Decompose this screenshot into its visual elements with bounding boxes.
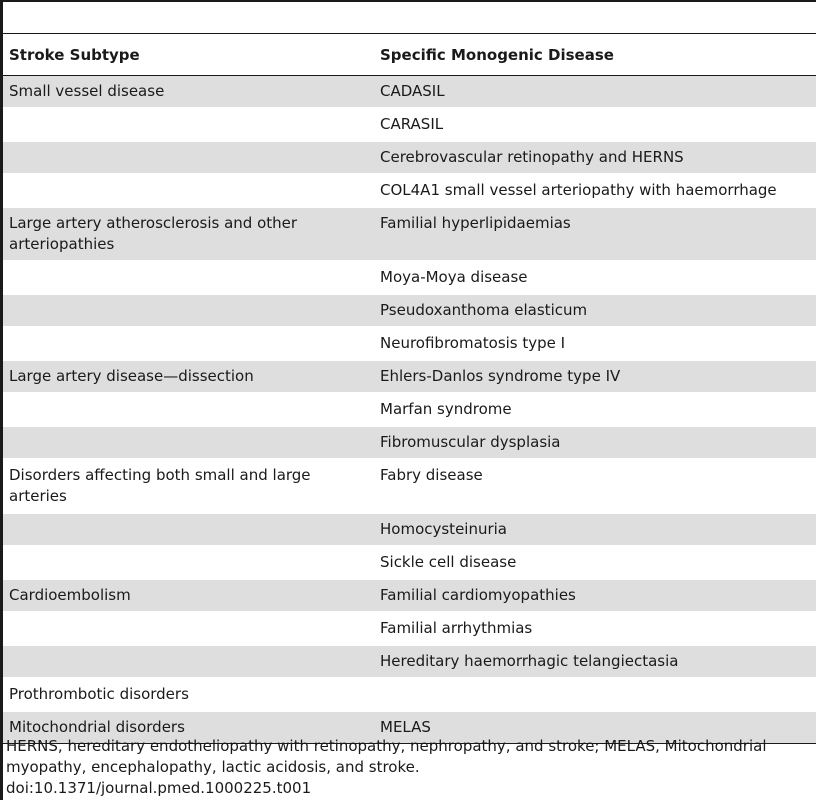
table-row	[3, 108, 816, 141]
table-header	[3, 34, 816, 76]
cell-monogenic-disease: MELAS	[374, 711, 816, 744]
cell-monogenic-disease: Neurofibromatosis type I	[374, 327, 816, 360]
cell-monogenic-disease: Hereditary haemorrhagic telangiectasia	[374, 645, 816, 678]
cell-stroke-subtype: Cardioembolism	[3, 579, 374, 612]
cell-monogenic-disease: Marfan syndrome	[374, 393, 816, 426]
cell-stroke-subtype	[3, 141, 374, 174]
cell-stroke-subtype	[3, 174, 374, 207]
cell-stroke-subtype	[3, 327, 374, 360]
top-rule	[0, 0, 816, 2]
cell-monogenic-disease: Moya-Moya disease	[374, 261, 816, 294]
cell-stroke-subtype	[3, 261, 374, 294]
cell-stroke-subtype	[3, 426, 374, 459]
cell-monogenic-disease: CADASIL	[374, 76, 816, 109]
header-stroke-subtype: Stroke Subtype	[9, 45, 140, 64]
table-row	[3, 645, 816, 678]
cell-monogenic-disease: Cerebrovascular retinopathy and HERNS	[374, 141, 816, 174]
cell-stroke-subtype: Disorders affecting both small and large arteries	[3, 459, 374, 513]
footnote-abbreviations: HERNS, hereditary endotheliopathy with retinopathy, nephropathy, and stroke; MELAS, Mitochondrial myopathy, encephalopathy, lactic acidosis, and stroke.	[6, 737, 767, 776]
table-row	[3, 579, 816, 612]
cell-stroke-subtype: Large artery disease—dissection	[3, 360, 374, 393]
table-row	[3, 546, 816, 579]
table-row	[3, 393, 816, 426]
header-monogenic-disease: Specific Monogenic Disease	[380, 45, 614, 64]
cell-monogenic-disease: CARASIL	[374, 108, 816, 141]
cell-monogenic-disease: Fibromuscular dysplasia	[374, 426, 816, 459]
cell-stroke-subtype: Small vessel disease	[3, 76, 374, 109]
cell-stroke-subtype	[3, 612, 374, 645]
table-row	[3, 612, 816, 645]
table-footnote	[3, 736, 816, 799]
table-row	[3, 360, 816, 393]
table-row	[3, 207, 816, 261]
cell-monogenic-disease: COL4A1 small vessel arteriopathy with haemorrhage	[374, 174, 816, 207]
cell-monogenic-disease: Pseudoxanthoma elasticum	[374, 294, 816, 327]
cell-monogenic-disease: Homocysteinuria	[374, 513, 816, 546]
table-row	[3, 327, 816, 360]
table-body	[3, 76, 816, 744]
header-row	[3, 34, 816, 76]
cell-stroke-subtype	[3, 513, 374, 546]
cell-monogenic-disease: Familial cardiomyopathies	[374, 579, 816, 612]
table-row	[3, 141, 816, 174]
table-row	[3, 261, 816, 294]
cell-monogenic-disease	[374, 678, 816, 711]
cell-stroke-subtype: Mitochondrial disorders	[3, 711, 374, 744]
cell-stroke-subtype	[3, 294, 374, 327]
cell-monogenic-disease: Fabry disease	[374, 459, 816, 513]
cell-monogenic-disease: Ehlers-Danlos syndrome type IV	[374, 360, 816, 393]
cell-stroke-subtype: Large artery atherosclerosis and other arteriopathies	[3, 207, 374, 261]
table-row	[3, 76, 816, 109]
table-row	[3, 426, 816, 459]
cell-stroke-subtype	[3, 645, 374, 678]
table-container	[3, 33, 816, 744]
table-row	[3, 294, 816, 327]
cell-stroke-subtype	[3, 546, 374, 579]
cell-monogenic-disease: Familial hyperlipidaemias	[374, 207, 816, 261]
table-row	[3, 459, 816, 513]
table-row	[3, 174, 816, 207]
table-row	[3, 513, 816, 546]
footnote-doi: doi:10.1371/journal.pmed.1000225.t001	[6, 779, 312, 797]
cell-stroke-subtype	[3, 393, 374, 426]
cell-stroke-subtype: Prothrombotic disorders	[3, 678, 374, 711]
cell-monogenic-disease: Familial arrhythmias	[374, 612, 816, 645]
table-row	[3, 678, 816, 711]
cell-stroke-subtype	[3, 108, 374, 141]
cell-monogenic-disease: Sickle cell disease	[374, 546, 816, 579]
monogenic-stroke-table	[3, 33, 816, 744]
